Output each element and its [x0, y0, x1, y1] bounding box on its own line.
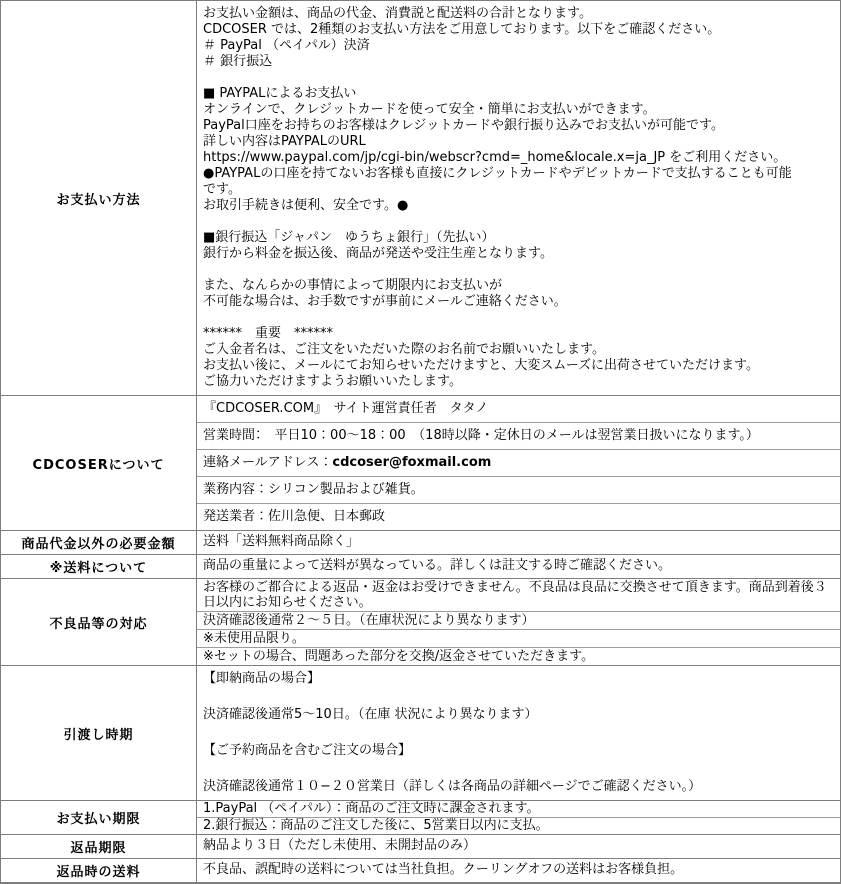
text-line: 詳しい内容はPAYPALのURL	[203, 134, 366, 149]
row-payment-method	[1, 1, 840, 396]
text-line: ※未使用品限り。	[203, 631, 305, 646]
text-line	[203, 214, 834, 230]
text-line: 送料「送料無料商品除く」	[203, 534, 360, 549]
row-header-return-deadline: 返品期限	[1, 835, 197, 858]
text-line	[203, 724, 834, 742]
text-line: 納品より３日（ただし未使用、未開封品のみ）	[203, 838, 477, 853]
text-line: 【ご予約商品を含むご注文の場合】	[203, 743, 412, 758]
text-line: ****** 重要 ******	[203, 326, 334, 341]
text-line: 1.PayPal （ペイパル）：商品のご注文時に課金されます。	[203, 801, 540, 816]
sub-cell	[197, 859, 840, 881]
sub-cell	[197, 612, 840, 630]
row-content-return-shipping	[197, 859, 840, 882]
sub-cell	[197, 835, 840, 857]
text-line: CDCOSER では、2種類のお支払い方法をご用意しております。以下をご確認ください。	[203, 22, 721, 37]
sub-cell	[197, 555, 840, 577]
row-content-delivery-time	[197, 666, 840, 800]
row-header-shipping-fee: ※送料について	[1, 555, 197, 578]
text-line: オンラインで、クレジットカードを使って安全・簡単にお支払いができます。	[203, 102, 656, 117]
row-content-defective-items	[197, 579, 840, 665]
text-line: です。	[203, 182, 241, 197]
row-header-return-shipping: 返品時の送料	[1, 859, 197, 882]
row-header-defective-items: 不良品等の対応	[1, 579, 197, 665]
sub-cell	[197, 450, 840, 477]
text-line: 不可能な場合は、お手数ですが事前にメールご連絡ください。	[203, 294, 567, 309]
row-content-payment-method	[197, 1, 840, 395]
row-payment-deadline	[1, 801, 840, 835]
text-line	[203, 70, 834, 86]
row-extra-fees	[1, 531, 840, 555]
row-about-cdcoser	[1, 396, 840, 531]
text-line: 『CDCOSER.COM』 サイト運営責任者 タタノ	[203, 401, 489, 416]
sub-cell	[197, 648, 840, 665]
row-header-delivery-time: 引渡し時期	[1, 666, 197, 800]
text-line: PayPal口座をお持ちのお客様はクレジットカードや銀行振り込みでお支払いが可能です。	[203, 118, 724, 133]
row-content-return-deadline	[197, 835, 840, 858]
text-line	[203, 310, 834, 326]
text-line: ご協力いただけますようお願いいたします。	[203, 374, 462, 389]
text-line: 決済確認後通常5〜10日。（在庫 状況により異なります）	[203, 707, 538, 722]
row-header-extra-fees: 商品代金以外の必要金額	[1, 531, 197, 554]
text-line: 営業時間： 平日10：00〜18：00 （18時以降・定休日のメールは翌営業日扱いになります。）	[203, 428, 759, 443]
row-header-about-cdcoser: CDCOSERについて	[1, 396, 197, 530]
text-line: https://www.paypal.com/jp/cgi-bin/webscr?cmd=_home&locale.x=ja_JP をご利用ください。	[203, 150, 787, 165]
email-text: cdcoser@foxmail.com	[332, 455, 492, 470]
text-line: お取引手続きは便利、安全です。●	[203, 198, 409, 213]
text-line: 【即納商品の場合】	[203, 671, 321, 686]
text-line: お客様のご都合による返品・返金はお受けできません。不良品は良品に交換させて頂きます。商品到着後３日以内にお知らせください。	[203, 580, 827, 610]
row-defective-items	[1, 579, 840, 666]
text-line: ＃ 銀行振込	[203, 54, 273, 69]
text-line	[203, 760, 834, 778]
sub-cell	[197, 531, 840, 553]
text-line: ■ PAYPALによるお支払い	[203, 86, 357, 101]
row-header-payment-method: お支払い方法	[1, 1, 197, 395]
row-return-shipping	[1, 859, 840, 882]
row-content-shipping-fee	[197, 555, 840, 578]
text-line	[203, 262, 834, 278]
text-line: 業務内容：シリコン製品および雑貨。	[203, 482, 424, 497]
row-content-payment-deadline	[197, 801, 840, 834]
text-line	[203, 688, 834, 706]
text-line: 決済確認後通常１０−２０営業日（詳しくは各商品の詳細ページでご確認ください。）	[203, 779, 702, 794]
sub-cell	[197, 630, 840, 648]
text-line: 不良品、誤配時の送料については当社負担。クーリングオフの送料はお客様負担。	[203, 862, 684, 877]
sub-cell	[197, 396, 840, 423]
text-line: 銀行から料金を振込後、商品が発送や受注生産となります。	[203, 246, 553, 261]
label-text: 連絡メールアドレス：	[203, 455, 333, 470]
sub-cell	[197, 423, 840, 450]
text-line: 2.銀行振込：商品のご注文した後に、5営業日以内に支払。	[203, 818, 549, 833]
text-line: また、なんらかの事情によって期限内にお支払いが	[203, 278, 503, 293]
row-content-about-cdcoser	[197, 396, 840, 530]
text-line: 商品の重量によって送料が異なっている。詳しくは註文する時ご確認ください。	[203, 558, 672, 573]
text-line: ※セットの場合、問題あった部分を交換/返金させていただきます。	[203, 649, 595, 664]
sub-cell	[197, 1, 840, 395]
text-line: 発送業者：佐川急便、日本郵政	[203, 509, 386, 524]
sub-cell	[197, 818, 840, 834]
row-header-payment-deadline: お支払い期限	[1, 801, 197, 834]
text-line	[203, 455, 834, 471]
sub-cell	[197, 579, 840, 612]
sub-cell	[197, 477, 840, 504]
text-line: ＃ PayPal （ペイパル）決済	[203, 38, 370, 53]
row-shipping-fee	[1, 555, 840, 579]
text-line: お支払い金額は、商品の代金、消費説と配送料の合計となります。	[203, 6, 592, 21]
sub-cell	[197, 801, 840, 818]
row-return-deadline	[1, 835, 840, 859]
sub-cell	[197, 666, 840, 800]
text-line: ■銀行振込「ジャパン ゆうちょ銀行」（先払い）	[203, 230, 495, 245]
text-line: ●PAYPALの口座を持てないお客様も直接にクレジットカードやデビットカードで支払することも可能	[203, 166, 792, 181]
text-line: 決済確認後通常２〜５日。（在庫状況により異なります）	[203, 613, 535, 628]
row-delivery-time	[1, 666, 840, 801]
row-content-extra-fees	[197, 531, 840, 554]
text-line: お支払い後に、メールにてお知らせいただけますと、大変スムーズに出荷させていただけます。	[203, 358, 760, 373]
text-line: ご入金者名は、ご注文をいただいた際のお名前でお願いいたします。	[203, 342, 605, 357]
sub-cell	[197, 504, 840, 530]
